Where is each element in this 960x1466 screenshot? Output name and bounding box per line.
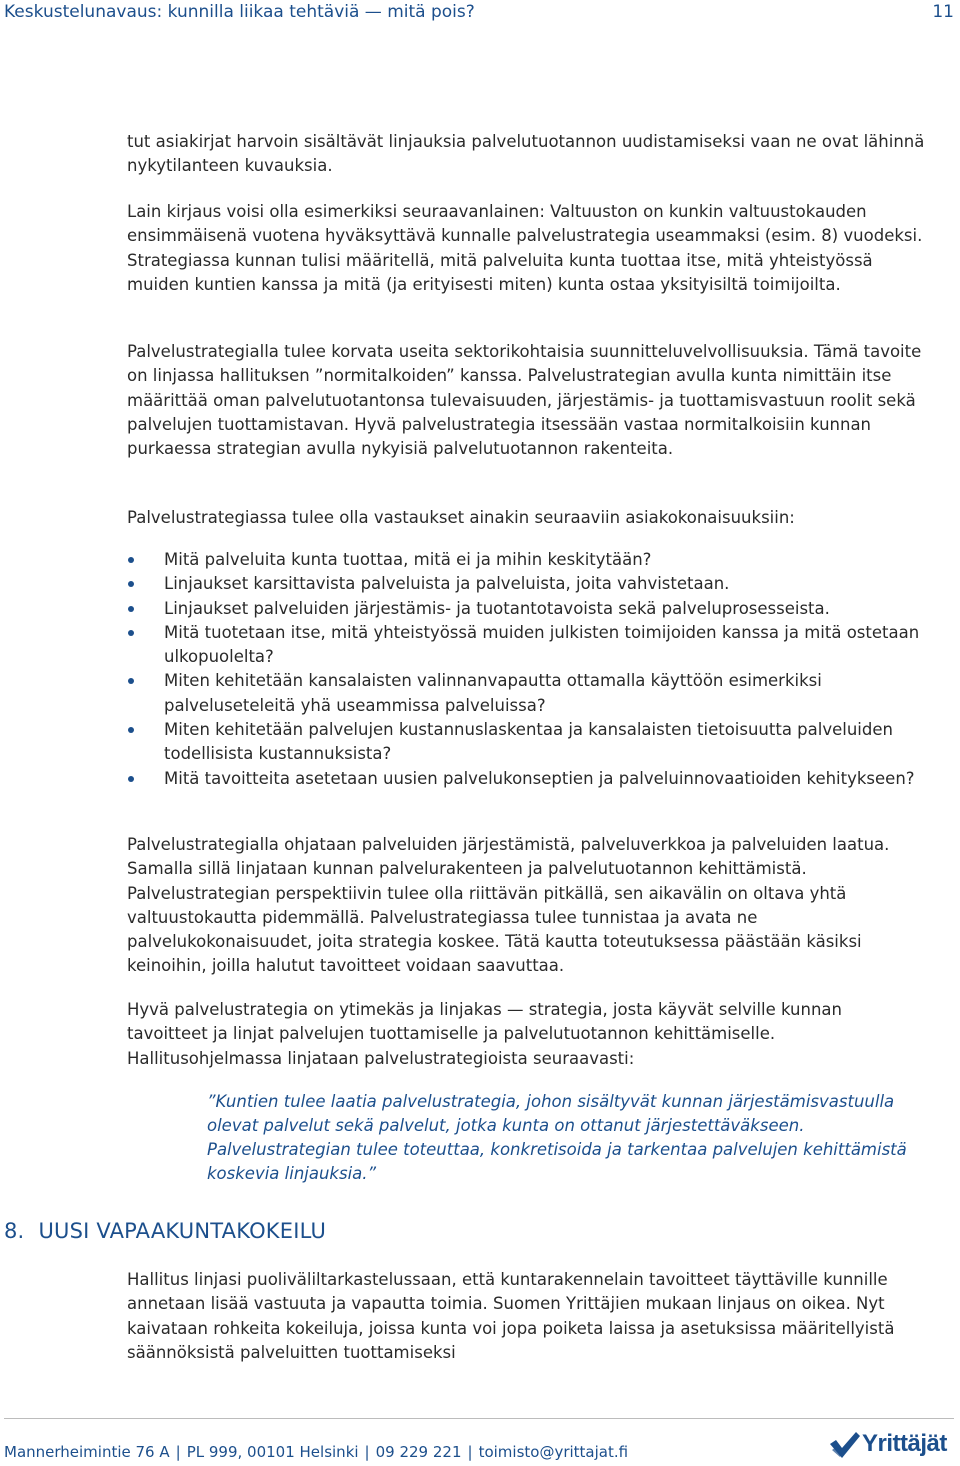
list-item-text: Miten kehitetään kansalaisten valinnanvapautta ottamalla käyttöön esimerkiksi palveluseteleitä yhä useammissa palveluissa?: [164, 671, 822, 715]
footer-separator: |: [364, 1443, 370, 1461]
list-item: [127, 767, 927, 791]
paragraph-7: [127, 1268, 927, 1365]
paragraph-text: Palvelustrategialla tulee korvata useita sektorikohtaisia suunnitteluvelvollisuuksia. Tämä tavoite on linjassa hallituksen ”normitalkoiden” kanssa. Palvelustrategian avulla kunta nimittäin itse määrittää oman palvelutuotantonsa tulevaisuuden, järjestämis- ja tuottamisvastuun roolit sekä palvelujen tuottamistavan. Hyvä palvelustrategia itsessään vastaa normitalkoisiin kunnan purkaessa strategian avulla nykyisiä palvelutuotannon rakenteita.: [127, 342, 922, 459]
list-item-text: Mitä palveluita kunta tuottaa, mitä ei ja mihin keskitytään?: [164, 550, 652, 569]
list-item: [127, 572, 927, 596]
footer-separator: |: [175, 1443, 181, 1461]
paragraph-text: Palvelustrategialla ohjataan palveluiden järjestämistä, palveluverkkoa ja palveluiden laatua. Samalla sillä linjataan kunnan palvelurakenteen ja palvelutuotannon kehittämistä. Palvelustrategian perspektiivin tulee olla riittävän pitkällä, sen aikavälin on oltava yhtä valtuustokautta pidemmällä. Palvelustrategiassa tulee tunnistaa ja avata ne palvelukokonaisuudet, joita strategia koskee. Tätä kautta toteutuksessa päästään käsiksi keinoihin, joilla halutut tavoitteet voidaan saavuttaa.: [127, 835, 890, 976]
paragraph-4: [127, 506, 927, 530]
list-item: [127, 621, 927, 670]
logo-check-icon: [828, 1430, 862, 1462]
footer-email: toimisto@yrittajat.fi: [478, 1443, 629, 1461]
section-heading: [4, 1219, 326, 1243]
paragraph-1: [127, 130, 927, 179]
footer-separator: |: [467, 1443, 473, 1461]
list-item: [127, 669, 927, 718]
list-item-text: Linjaukset karsittavista palveluista ja palveluista, joita vahvistetaan.: [164, 574, 730, 594]
bullet-icon: [128, 727, 134, 733]
list-item-text: Mitä tavoitteita asetetaan uusien palvelukonseptien ja palveluinnovaatioiden kehitykseen?: [164, 768, 915, 788]
footer-contact: [4, 1443, 628, 1461]
document-title: Keskustelunavaus: kunnilla liikaa tehtäviä — mitä pois?: [4, 2, 475, 22]
bullet-icon: [128, 776, 134, 782]
bullet-list: [127, 548, 927, 791]
bullet-icon: [128, 606, 134, 612]
government-quote: ”Kuntien tulee laatia palvelustrategia, johon sisältyvät kunnan järjestämisvastuulla olevat palvelut sekä palvelut, jotka kunta on ottanut järjestettäväkseen. Palvelustrategian tulee toteuttaa, konkretisoida ja tarkentaa palvelujen kehittämistä koskevia linjauksia.”: [207, 1092, 907, 1183]
bullet-icon: [128, 557, 134, 563]
paragraph-6: [127, 998, 927, 1071]
list-item: [127, 597, 927, 621]
bullet-icon: [128, 581, 134, 587]
page-number: 11: [932, 2, 954, 22]
list-item: [127, 718, 927, 767]
list-item-text: Miten kehitetään palvelujen kustannuslaskentaa ja kansalaisten tietoisuutta palveluiden todellisista kustannuksista?: [164, 720, 893, 764]
logo-text: Yrittäjät: [862, 1430, 947, 1457]
paragraph-text: tut asiakirjat harvoin sisältävät linjauksia palvelutuotannon uudistamiseksi vaan ne ovat lähinnä nykytilanteen kuvauksia.: [127, 132, 925, 176]
footer-po-box: PL 999, 00101 Helsinki: [186, 1443, 359, 1461]
bullet-icon: [128, 630, 134, 636]
footer-phone: 09 229 221: [375, 1443, 462, 1461]
paragraph-3: [127, 340, 927, 461]
section-title: UUSI VAPAAKUNTAKOKEILU: [38, 1219, 327, 1243]
paragraph-text: Palvelustrategiassa tulee olla vastaukset ainakin seuraaviin asiakokonaisuuksiin:: [127, 508, 795, 527]
list-item-text: Linjaukset palveluiden järjestämis- ja tuotantotavoista sekä palveluprosesseista.: [164, 598, 830, 618]
footer-divider: [4, 1418, 954, 1419]
paragraph-text: Hyvä palvelustrategia on ytimekäs ja linjakas — strategia, josta käyvät selville kunnan tavoitteet ja linjat palvelujen tuottamiselle ja palvelutuotannon kehittämiselle. Hallitusohjelmassa linjataan palvelustrategioista seuraavasti:: [127, 1000, 843, 1068]
paragraph-text: Lain kirjaus voisi olla esimerkiksi seuraavanlainen: Valtuuston on kunkin valtuustokauden ensimmäisenä vuotena hyväksyttävä kunnalle palvelustrategia useammaksi (esim. 8) vuodeksi. Strategiassa kunnan tulisi määritellä, mitä palveluita kunta tuottaa itse, mitä yhteistyössä muiden kuntien kanssa ja mitä (ja erityisesti miten) kunta ostaa yksityisiltä toimijoilta.: [127, 202, 923, 294]
list-item-text: Mitä tuotetaan itse, mitä yhteistyössä muiden julkisten toimijoiden kanssa ja mitä ostetaan ulkopuolelta?: [164, 622, 920, 667]
yrittajat-logo: [828, 1428, 952, 1464]
list-item: [127, 548, 927, 572]
paragraph-text: Hallitus linjasi puoliväliltarkastelussaan, että kuntarakennelain tavoitteet täyttäville kunnille annetaan lisää vastuuta ja vapautta toimia. Suomen Yrittäjien mukaan linjaus on oikea. Nyt kaivataan rohkeita kokeiluja, joissa kunta voi jopa poiketa laissa ja asetuksissa määritellyistä säännöksistä palveluitten tuottamiseksi: [127, 1270, 895, 1362]
bullet-icon: [128, 678, 134, 684]
paragraph-2: [127, 200, 927, 297]
section-number: 8.: [4, 1219, 25, 1243]
footer-address: Mannerheimintie 76 A: [4, 1443, 170, 1461]
paragraph-5: [127, 833, 927, 979]
page-header: [4, 2, 954, 26]
